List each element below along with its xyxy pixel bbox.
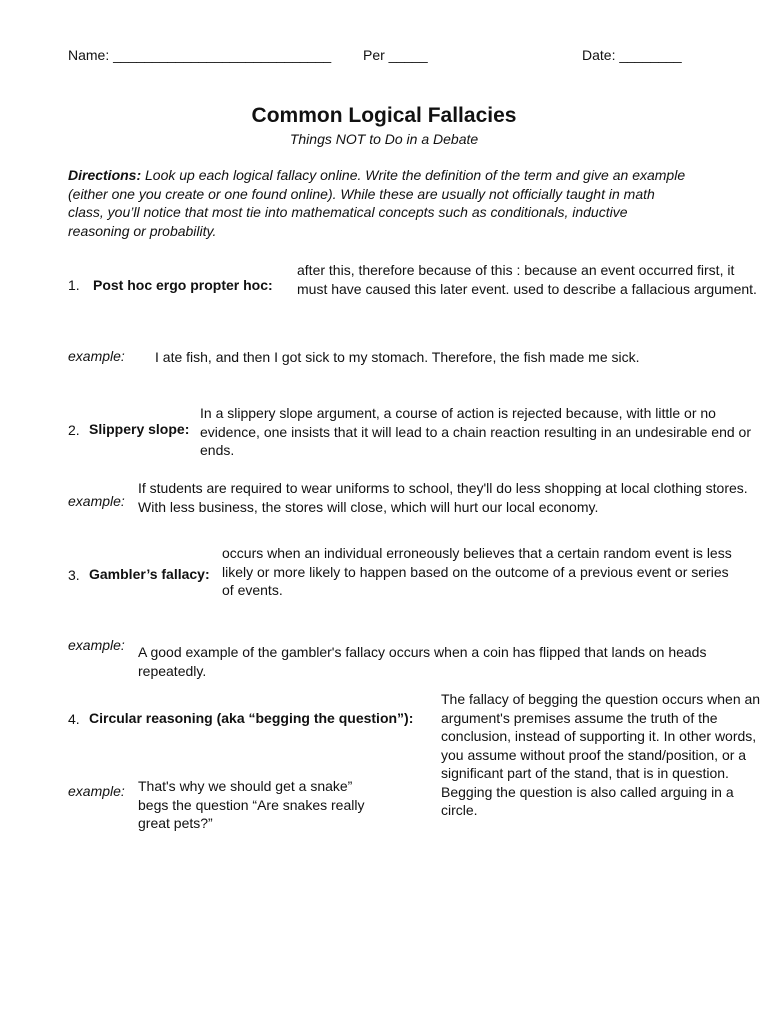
item-4-number: 4. [68,711,80,727]
item-2-example-label: example: [68,493,125,509]
item-2-number: 2. [68,422,80,438]
item-2-example: If students are required to wear uniforms to school, they'll do less shopping at local clothing stores. With less business, the stores will close, which will hurt our local economy. [138,480,748,515]
item-1-example: I ate fish, and then I got sick to my stomach. Therefore, the fish made me sick. [155,349,640,365]
item-1-term: Post hoc ergo propter hoc: [93,277,273,293]
item-2-definition: In a slippery slope argument, a course of action is rejected because, with little or no evidence, one insists that it will lead to a chain reaction resulting in an undesirable end or ends. [200,405,751,458]
item-3-example-label: example: [68,637,125,653]
date-field: Date: ________ [582,47,682,63]
item-1-definition: after this, therefore because of this : because an event occurred first, it must have caused this later event. used to describe a fallacious argument. [297,262,757,297]
item-3-number: 3. [68,567,80,583]
item-4-term: Circular reasoning (aka “begging the question”): [89,710,414,726]
item-3-term: Gambler’s fallacy: [89,566,210,582]
item-4-definition: The fallacy of begging the question occurs when an argument's premises assume the truth of the conclusion, instead of supporting it. In other words, you assume without proof the stand/position, or a significant part of the stand, that is in question. Begging the question is also called arguing in a circle. [441,691,761,818]
item-1-example-label: example: [68,348,125,364]
item-3-definition: occurs when an individual erroneously believes that a certain random event is less likely or more likely to happen based on the outcome of a previous event or series of events. [222,545,732,598]
item-4-example: That's why we should get a snake” begs the question “Are snakes really great pets?” [138,778,365,831]
name-field: Name: ____________________________ [68,47,332,63]
item-4-example-label: example: [68,783,125,799]
page-title: Common Logical Fallacies [251,104,517,127]
page-subtitle: Things NOT to Do in a Debate [289,131,479,147]
item-2-term: Slippery slope: [89,421,190,437]
item-3-example: A good example of the gambler's fallacy occurs when a coin has flipped that lands on heads repeatedly. [138,644,707,679]
period-field: Per _____ [363,47,428,63]
directions-label: Directions: [68,167,142,183]
directions-text: Look up each logical fallacy online. Write the definition of the term and give an example (either one you create or one found online). While these are usually not officially taught in math class, you’ll notice that most tie into mathematical concepts such as conditionals, inductive reasoning or probability. [68,167,686,239]
directions [68,166,690,240]
item-1-number: 1. [68,277,80,293]
